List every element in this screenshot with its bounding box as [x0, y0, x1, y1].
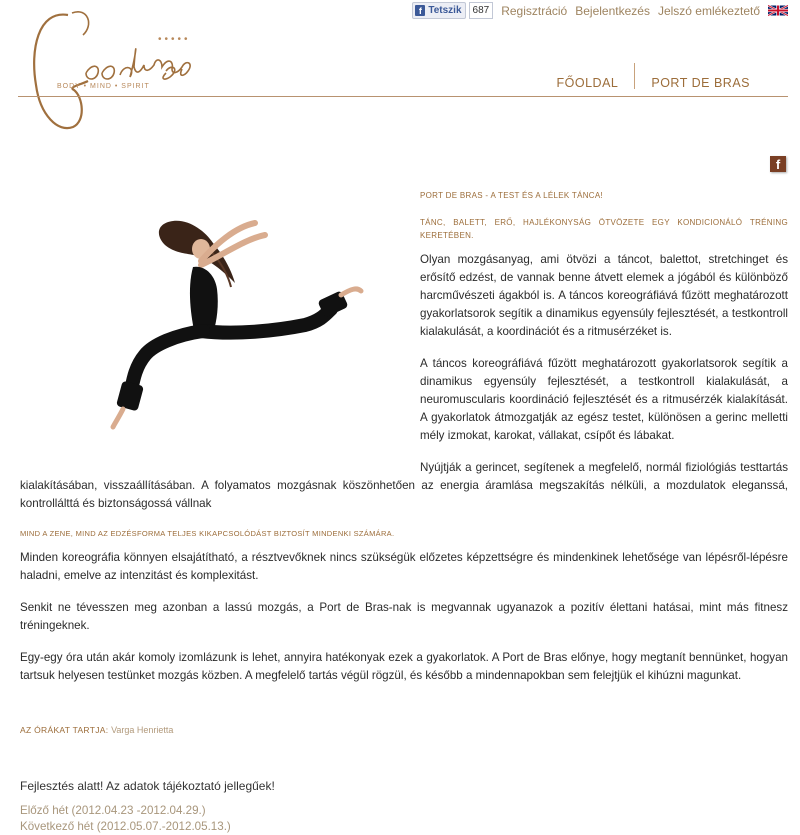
- paragraph-6: Egy-egy óra után akár komoly izomlázunk is lehet, annyira hatékonyak ezek a gyakorlatok. A Port de Bras előnye, hogy megtanít bennünket, hogyan tartsuk helyesen testünket mozgás közben. A megfelelő tartás végül rögzül, és később a mindennapokban sem felejtjük el kihúzni magunkat.: [20, 651, 788, 682]
- facebook-share-icon[interactable]: f: [770, 156, 786, 172]
- instructor-label: AZ ÓRÁKAT TARTJA:: [20, 725, 109, 735]
- nav-separator: [634, 63, 635, 89]
- page-title: PORT DE BRAS - A TEST ÉS A LÉLEK TÁNCA!: [420, 191, 604, 200]
- logo-tagline: BODY • MIND • SPIRIT: [57, 83, 150, 90]
- password-reminder-link[interactable]: Jelszó emlékeztető: [657, 3, 760, 18]
- paragraph-1: Olyan mozgásanyag, ami ötvözi a táncot, balettot, stretchinget és erősítő edzést, de vannak benne átvett elemek a jógából és különböző harcművészeti ágakból is. A táncos koreográfiává fűzött meghatározott gyakorlatsorok segítik a dinamikus egyensúly fejlesztését, a testkontroll kialakulását, a koordinációt és a ritmusérzéket is.: [420, 253, 788, 338]
- paragraph-3: Nyújtják a gerincet, segítenek a megfelelő, normál fiziológiás testtartás kialakításában, visszaállításában. A folyamatos mozgásnak köszönhetően az energia áramlása megszakítás nélküli, a mozdulatok eleganssá, kontrollálttá és biztonságossá vállnak: [20, 461, 788, 510]
- login-link[interactable]: Bejelentkezés: [575, 3, 650, 18]
- paragraph-5: Senkit ne tévesszen meg azonban a lassú mozgás, a Port de Bras-nak is megvannak ugyanazok a pozitív élettani hatásai, mint más fitnesz tréningeknek.: [20, 601, 788, 632]
- main-nav: [557, 70, 800, 96]
- paragraph-4: Minden koreográfia könnyen elsajátítható, a résztvevőknek nincs szükségük előzetes képzettségre és mindenkinek lehetősége van lépésről-lépésre haladni, emelve az intenzitást és komplexitást.: [20, 551, 788, 582]
- paragraph-2: A táncos koreográfiává fűzött meghatározott gyakorlatsorok segítik a dinamikus egyensúly fejlesztését, a testkontroll kialakulását, a neuromuscularis koordináció fejlesztését és a ritmusérzék kialakítását. A gyakorlatok átmozgatják az egész testet, különösen a gerinc melletti mély izmokat, karokat, vállakat, csípőt és lábakat.: [420, 357, 788, 442]
- instructor-name: Varga Henrietta: [111, 725, 174, 735]
- logo-dots: •••••: [158, 34, 191, 45]
- nav-item-port-de-bras[interactable]: PORT DE BRAS: [651, 76, 750, 90]
- previous-week-link[interactable]: Előző hét (2012.04.23 -2012.04.29.): [20, 804, 206, 817]
- section-caption: MIND A ZENE, MIND AZ EDZÉSFORMA TELJES KIKAPCSOLÓDÁST BIZTOSÍT MINDENKI SZÁMÁRA.: [20, 529, 395, 538]
- top-bar: [412, 2, 788, 19]
- english-flag-icon[interactable]: [768, 4, 788, 17]
- goodness-logo-graphic: [28, 5, 208, 135]
- facebook-like-button[interactable]: [412, 2, 465, 19]
- instructor-line: [20, 725, 788, 735]
- register-link[interactable]: Regisztráció: [501, 3, 568, 18]
- like-count: 687: [469, 2, 494, 19]
- like-label: Tetszik: [428, 5, 462, 16]
- development-notice: Fejlesztés alatt! Az adatok tájékoztató jellegűek!: [20, 779, 275, 793]
- header-divider: [18, 96, 788, 97]
- facebook-icon: f: [415, 5, 425, 16]
- page-subtitle: TÁNC, BALETT, ERŐ, HAJLÉKONYSÁG ÖTVÖZETE EGY KONDICIONÁLÓ TRÉNING KERETÉBEN.: [420, 218, 788, 240]
- next-week-link[interactable]: Következő hét (2012.05.07.-2012.05.13.): [20, 820, 231, 833]
- main-content: [20, 189, 788, 835]
- nav-item-home[interactable]: FŐOLDAL: [556, 76, 619, 90]
